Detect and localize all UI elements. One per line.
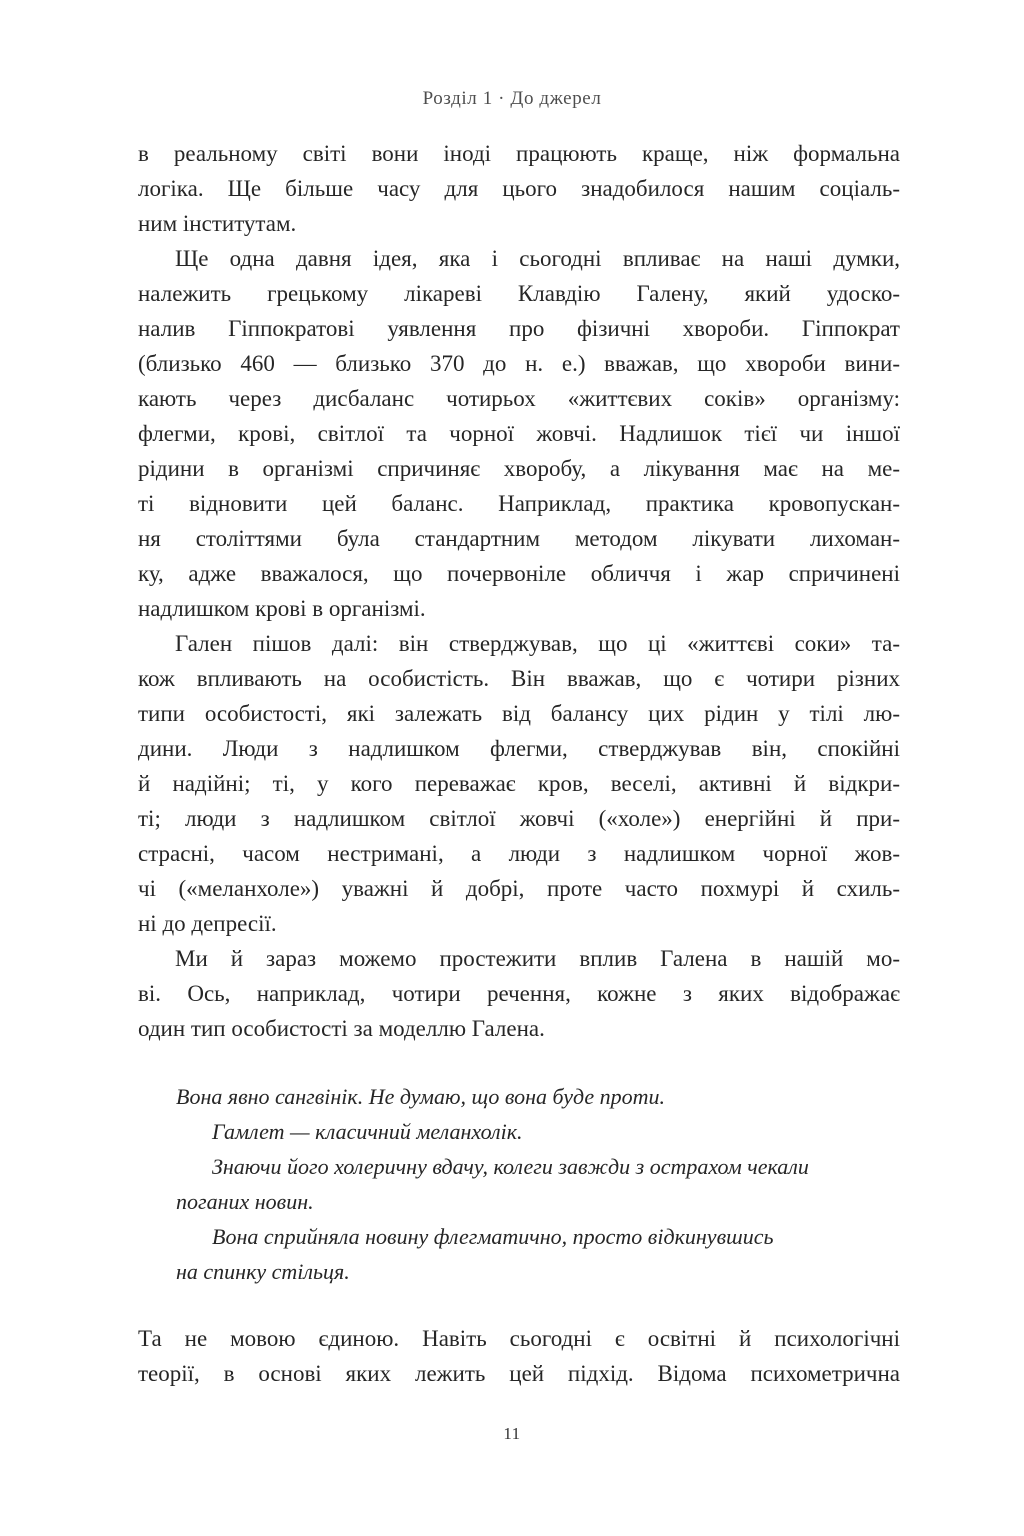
text-line: теорії, в основі яких лежить цей підхід. Відома психометрична <box>138 1361 900 1386</box>
paragraph <box>138 941 900 1046</box>
text-line: Гамлет — класичний меланхолік. <box>212 1119 523 1144</box>
text-line: налив Гіппократові уявлення про фізичні хвороби. Гіппократ <box>138 316 900 341</box>
text-line: на спинку стільця. <box>176 1259 350 1284</box>
text-line: Вона явно сангвінік. Не думаю, що вона буде проти. <box>176 1084 666 1109</box>
text-line: типи особистості, які залежать від балансу цих рідин у тілі лю- <box>138 701 900 726</box>
text-line: ті; люди з надлишком світлої жовчі («холе») енергійні й при- <box>138 806 900 831</box>
text-line: Гален пішов далі: він стверджував, що ці «життєві соки» та- <box>175 631 900 656</box>
text-line: Та не мовою єдиною. Навіть сьогодні є освітні й психологічні <box>138 1326 900 1351</box>
text-line: рідини в організмі спричиняє хворобу, а лікування має на ме- <box>138 456 900 481</box>
example-quote-block <box>138 1079 900 1289</box>
text-line: ті відновити цей баланс. Наприклад, практика кровопускан- <box>138 491 900 516</box>
text-line: й надійні; ті, у кого переважає кров, веселі, активні й відкри- <box>138 771 900 796</box>
text-line: (близько 460 — близько 370 до н. е.) вважав, що хвороби вини- <box>138 351 900 376</box>
paragraph <box>176 1079 900 1114</box>
body-text-block <box>138 136 900 1046</box>
running-head: Розділ 1 · До джерел <box>422 88 602 109</box>
text-line: Знаючи його холеричну вдачу, колеги завжди з острахом чекали <box>212 1154 809 1179</box>
text-line: кають через дисбаланс чотирьох «життєвих соків» організму: <box>138 386 900 411</box>
text-line: ня століттями була стандартним методом лікувати лихоман- <box>138 526 900 551</box>
paragraph <box>138 1321 900 1391</box>
text-line: ним інститутам. <box>138 211 297 236</box>
text-line: логіка. Ще більше часу для цього знадобилося нашим соціаль- <box>138 176 900 201</box>
text-line: ві. Ось, наприклад, чотири речення, кожне з яких відображає <box>138 981 900 1006</box>
text-line: Вона сприйняла новину флегматично, просто відкинувшись <box>212 1224 774 1249</box>
paragraph <box>138 626 900 941</box>
text-line: належить грецькому лікареві Клавдію Галену, який удоско- <box>138 281 900 306</box>
text-line: Ми й зараз можемо простежити вплив Галена в нашій мо- <box>175 946 900 971</box>
paragraph <box>138 136 900 241</box>
text-line: поганих новин. <box>176 1189 314 1214</box>
text-line: один тип особистості за моделлю Галена. <box>138 1016 545 1041</box>
paragraph <box>176 1149 900 1219</box>
text-line: кож впливають на особистість. Він вважав, що є чотири різних <box>138 666 900 691</box>
text-line: надлишком крові в організмі. <box>138 596 426 621</box>
text-line: ні до депресії. <box>138 911 277 936</box>
text-line: флегми, крові, світлої та чорної жовчі. Надлишок тієї чи іншої <box>138 421 900 446</box>
text-line: в реальному світі вони іноді працюють краще, ніж формальна <box>138 141 900 166</box>
text-line: Ще одна давня ідея, яка і сьогодні впливає на наші думки, <box>175 246 900 271</box>
text-line: чі («меланхоле») уважні й добрі, проте часто похмурі й схиль- <box>138 876 900 901</box>
text-block <box>138 136 900 1391</box>
paragraph <box>138 241 900 626</box>
text-line: страсні, часом нестримані, а люди з надлишком чорної жов- <box>138 841 900 866</box>
text-line: ку, адже вважалося, що почервоніле обличчя і жар спричинені <box>138 561 900 586</box>
paragraph <box>176 1114 900 1149</box>
text-line: дини. Люди з надлишком флегми, стверджував він, спокійні <box>138 736 900 761</box>
body-text-block <box>138 1321 900 1391</box>
paragraph <box>176 1219 900 1289</box>
page-number: 11 <box>503 1424 521 1443</box>
